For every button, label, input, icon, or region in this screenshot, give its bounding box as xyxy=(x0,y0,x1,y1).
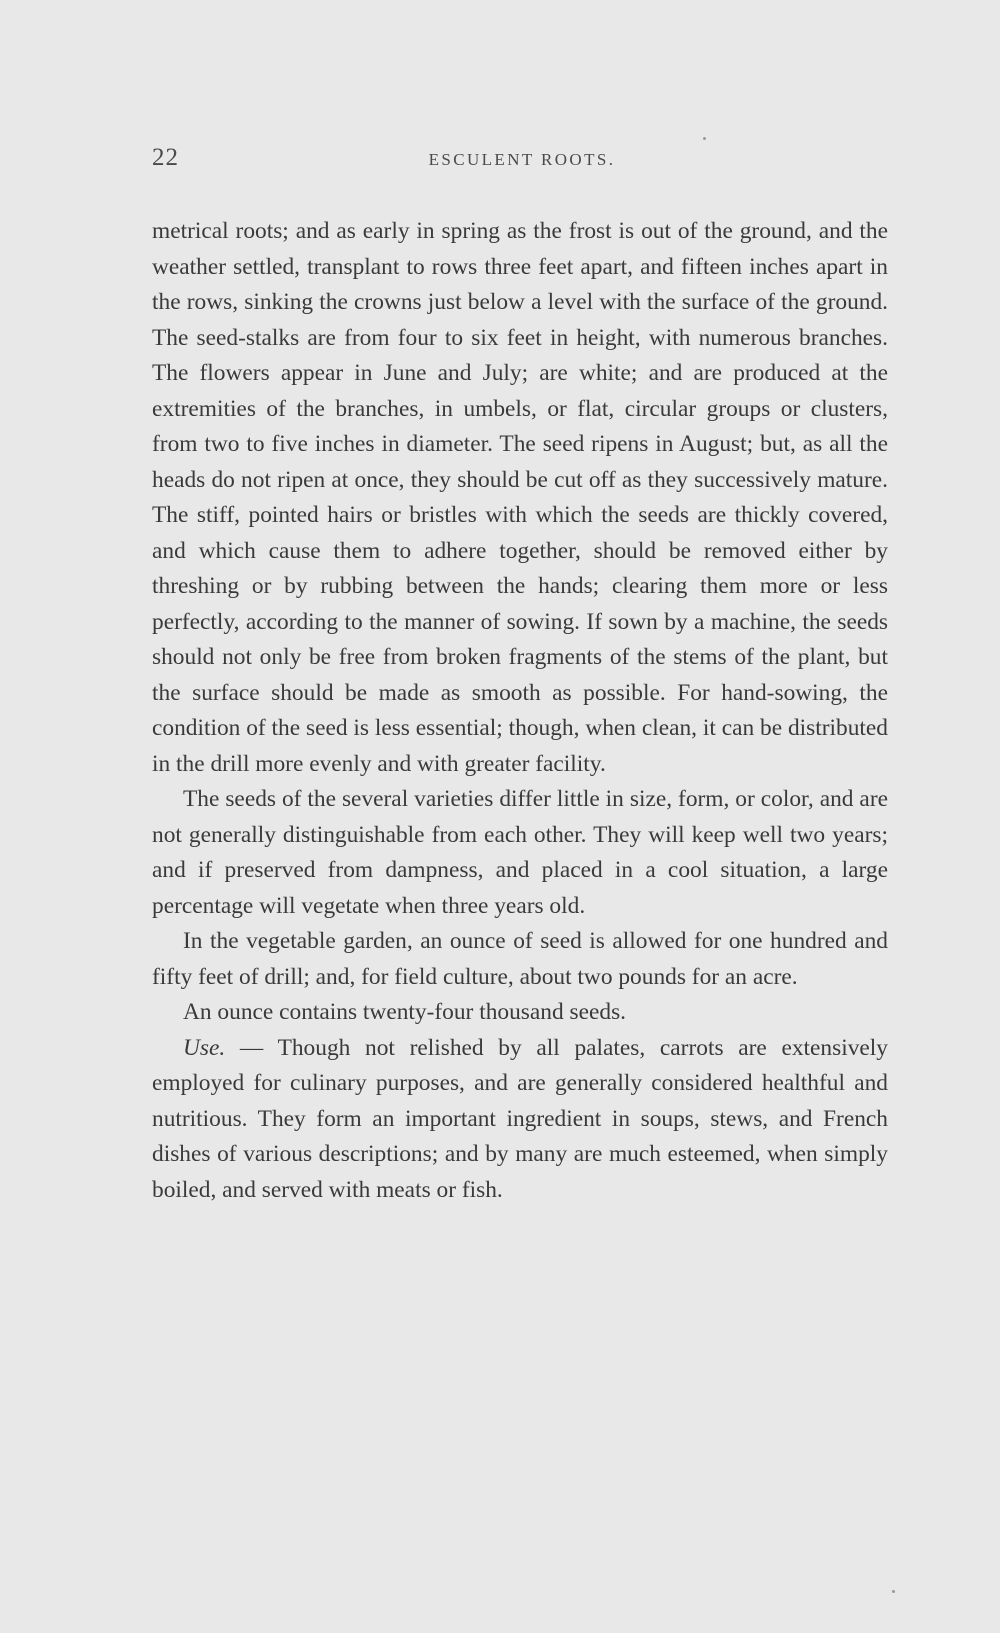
paragraph-continued: metrical roots; and as early in spring as the frost is out of the ground, and the weather settled, transplant to rows three feet apart, and fifteen inches apart in the rows, sinking the crowns just below a level with the surface of the ground. The seed-stalks are from four to six feet in height, with numerous branches. The flowers appear in June and July; are white; and are produced at the extremities of the branches, in umbels, or flat, circular groups or clusters, from two to five inches in diameter. The seed ripens in August; but, as all the heads do not ripen at once, they should be cut off as they successively mature. The stiff, pointed hairs or bristles with which the seeds are thickly covered, and which cause them to adhere together, should be removed either by threshing or by rubbing between the hands; clearing them more or less perfectly, according to the manner of sowing. If sown by a machine, the seeds should not only be free from broken fragments of the stems of the plant, but the surface should be made as smooth as possible. For hand-sowing, the condition of the seed is less essential; though, when clean, it can be distributed in the drill more evenly and with greater facility. xyxy=(152,218,888,777)
paper-speck xyxy=(892,1590,895,1593)
running-title: ESCULENT ROOTS. xyxy=(428,150,616,169)
paper-speck xyxy=(703,137,706,140)
paragraph-use xyxy=(152,1031,888,1209)
use-text: — Though not relished by all palates, carrots are extensively employed for culinary purposes, and are generally considered healthful and nutritious. They form an important ingredient in soups, stews, and French dishes of various descriptions; and by many are much esteemed, when simply boiled, and served with meats or fish. xyxy=(152,1034,888,1203)
page-number: 22 xyxy=(152,144,179,171)
body-text xyxy=(152,214,888,1208)
paragraph-seed-count: An ounce contains twenty-four thousand seeds. xyxy=(183,999,627,1025)
paragraph-seed-quantity: In the vegetable garden, an ounce of seed is allowed for one hundred and fifty feet of drill; and, for field culture, about two pounds for an acre. xyxy=(152,928,888,990)
use-label: Use. xyxy=(183,1034,226,1061)
running-head xyxy=(152,144,892,178)
paragraph-seed-varieties: The seeds of the several varieties differ little in size, form, or color, and are not generally distinguishable from each other. They will keep well two years; and if preserved from dampness, and placed in a cool situation, a large percentage will vegetate when three years old. xyxy=(152,786,888,919)
